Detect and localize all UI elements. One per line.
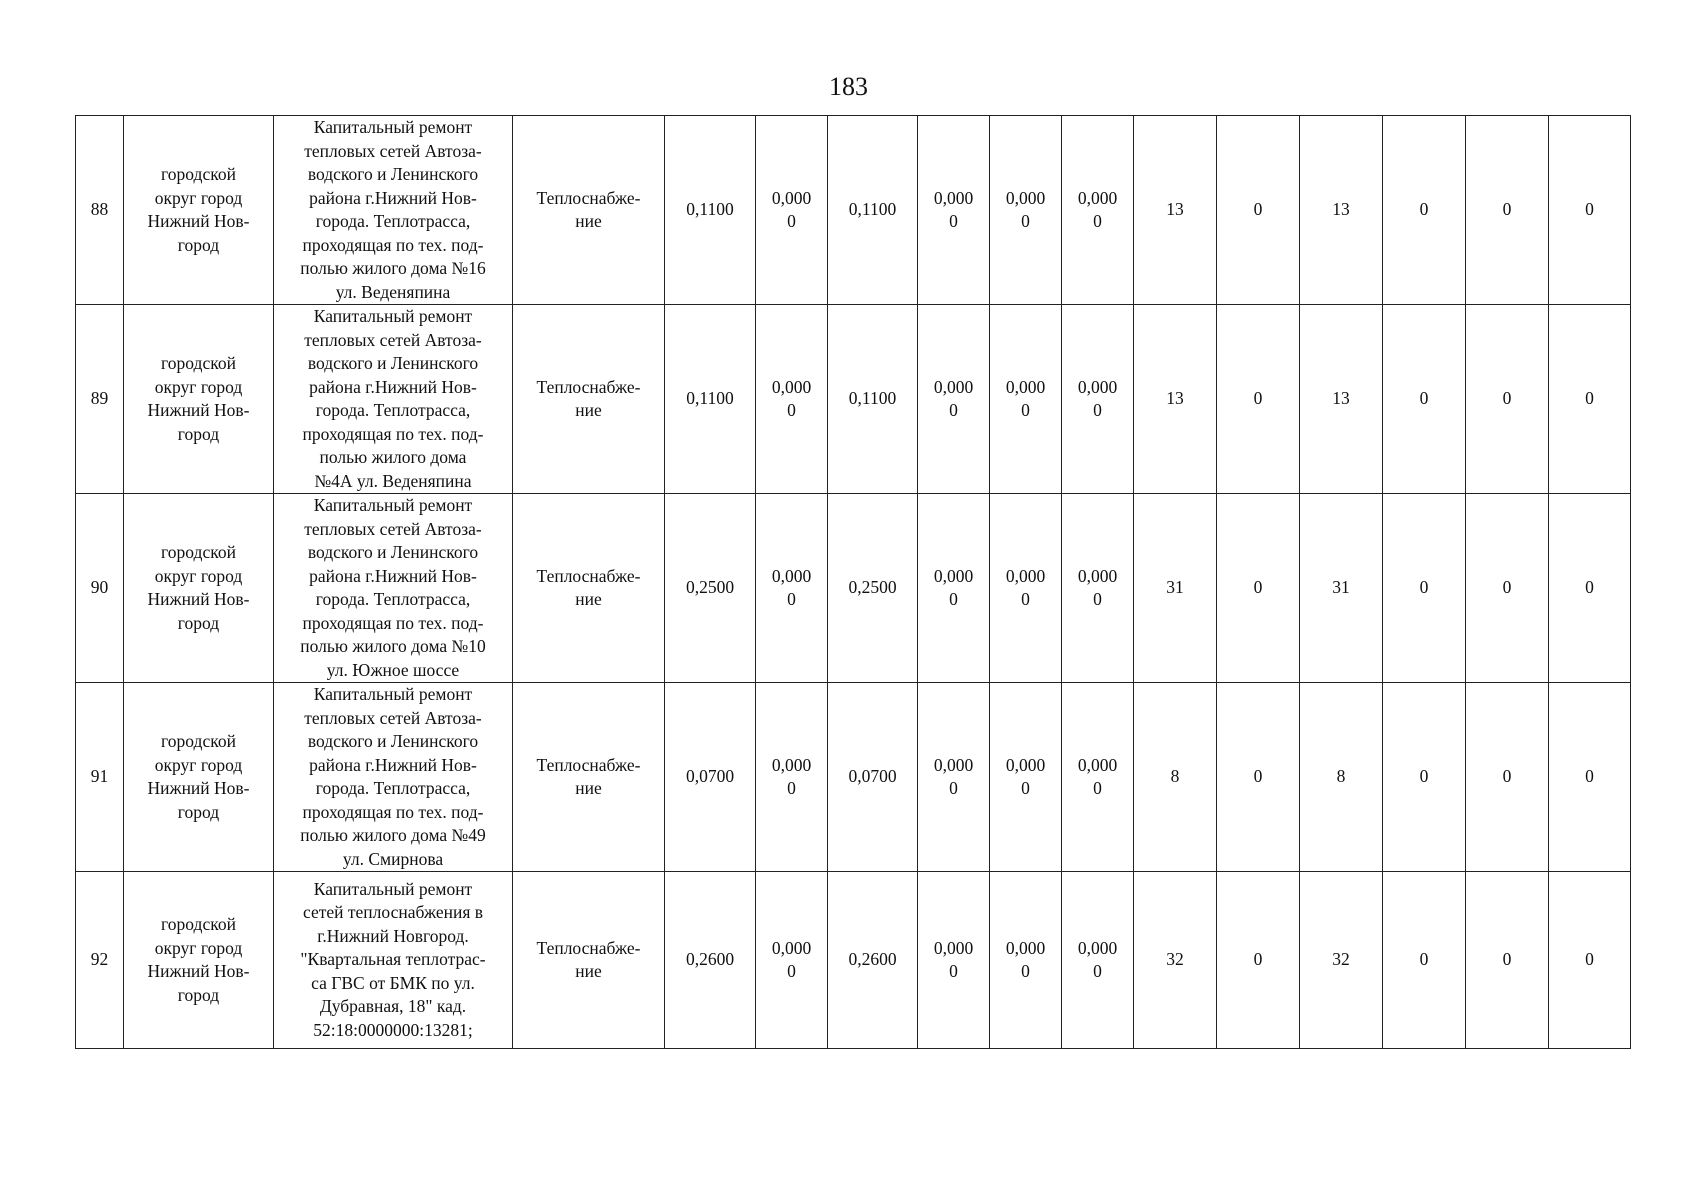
value-cell: 0,1100 [828,305,918,494]
value-cell: 0,000 0 [918,305,990,494]
count-cell: 0 [1383,305,1466,494]
count-cell: 0 [1217,872,1300,1049]
type-cell: Теплоснабже- ние [513,872,665,1049]
type-cell: Теплоснабже- ние [513,305,665,494]
count-cell: 0 [1466,872,1549,1049]
page-number: 183 [829,72,868,101]
value-cell: 0,000 0 [1062,494,1134,683]
row-number: 89 [76,305,124,494]
value-cell: 0,000 0 [756,305,828,494]
count-cell: 0 [1466,116,1549,305]
municipality-cell: городской округ город Нижний Нов- город [124,494,274,683]
count-cell: 0 [1217,116,1300,305]
municipality-cell: городской округ город Нижний Нов- город [124,683,274,872]
count-cell: 0 [1549,116,1631,305]
value-cell: 0,000 0 [990,305,1062,494]
value-cell: 0,000 0 [756,494,828,683]
description-cell: Капитальный ремонт тепловых сетей Автоза- водского и Ленинского района г.Нижний Нов- города. Теплотрасса, проходящая по тех. под- полью жилого дома №4А ул. Веденяпина [274,305,513,494]
value-cell: 0,000 0 [756,683,828,872]
value-cell: 0,000 0 [990,494,1062,683]
repair-table [75,115,1631,1049]
value-cell: 0,000 0 [990,116,1062,305]
municipality-cell: городской округ город Нижний Нов- город [124,305,274,494]
count-cell: 0 [1549,305,1631,494]
value-cell: 0,0700 [665,683,756,872]
value-cell: 0,2500 [828,494,918,683]
count-cell: 13 [1300,305,1383,494]
count-cell: 0 [1549,683,1631,872]
value-cell: 0,2500 [665,494,756,683]
table-row [76,494,1631,683]
count-cell: 0 [1383,494,1466,683]
count-cell: 31 [1134,494,1217,683]
value-cell: 0,000 0 [756,116,828,305]
value-cell: 0,000 0 [990,872,1062,1049]
value-cell: 0,000 0 [918,494,990,683]
count-cell: 0 [1466,683,1549,872]
municipality-cell: городской округ город Нижний Нов- город [124,116,274,305]
count-cell: 0 [1217,494,1300,683]
value-cell: 0,000 0 [756,872,828,1049]
count-cell: 8 [1134,683,1217,872]
table-row [76,305,1631,494]
count-cell: 0 [1383,116,1466,305]
type-cell: Теплоснабже- ние [513,683,665,872]
type-cell: Теплоснабже- ние [513,116,665,305]
table-row [76,872,1631,1049]
table-row [76,683,1631,872]
table-row [76,116,1631,305]
count-cell: 0 [1466,494,1549,683]
description-cell: Капитальный ремонт сетей теплоснабжения в г.Нижний Новгород. "Квартальная теплотрас- са ГВС от БМК по ул. Дубравная, 18" кад. 52:18:0000000:13281; [274,872,513,1049]
count-cell: 0 [1383,872,1466,1049]
value-cell: 0,000 0 [1062,683,1134,872]
description-cell: Капитальный ремонт тепловых сетей Автоза- водского и Ленинского района г.Нижний Нов- города. Теплотрасса, проходящая по тех. под- полью жилого дома №49 ул. Смирнова [274,683,513,872]
type-cell: Теплоснабже- ние [513,494,665,683]
value-cell: 0,1100 [665,305,756,494]
count-cell: 0 [1383,683,1466,872]
row-number: 92 [76,872,124,1049]
value-cell: 0,1100 [828,116,918,305]
description-cell: Капитальный ремонт тепловых сетей Автоза- водского и Ленинского района г.Нижний Нов- города. Теплотрасса, проходящая по тех. под- полью жилого дома №16 ул. Веденяпина [274,116,513,305]
count-cell: 0 [1217,683,1300,872]
count-cell: 13 [1300,116,1383,305]
count-cell: 0 [1549,872,1631,1049]
value-cell: 0,000 0 [990,683,1062,872]
count-cell: 13 [1134,305,1217,494]
count-cell: 0 [1217,305,1300,494]
value-cell: 0,2600 [828,872,918,1049]
count-cell: 32 [1300,872,1383,1049]
value-cell: 0,000 0 [918,683,990,872]
row-number: 88 [76,116,124,305]
description-cell: Капитальный ремонт тепловых сетей Автоза- водского и Ленинского района г.Нижний Нов- города. Теплотрасса, проходящая по тех. под- полью жилого дома №10 ул. Южное шоссе [274,494,513,683]
value-cell: 0,000 0 [918,872,990,1049]
count-cell: 0 [1549,494,1631,683]
value-cell: 0,000 0 [1062,872,1134,1049]
value-cell: 0,1100 [665,116,756,305]
value-cell: 0,0700 [828,683,918,872]
count-cell: 8 [1300,683,1383,872]
municipality-cell: городской округ город Нижний Нов- город [124,872,274,1049]
count-cell: 13 [1134,116,1217,305]
value-cell: 0,2600 [665,872,756,1049]
value-cell: 0,000 0 [1062,305,1134,494]
count-cell: 0 [1466,305,1549,494]
count-cell: 31 [1300,494,1383,683]
row-number: 90 [76,494,124,683]
count-cell: 32 [1134,872,1217,1049]
value-cell: 0,000 0 [918,116,990,305]
row-number: 91 [76,683,124,872]
value-cell: 0,000 0 [1062,116,1134,305]
